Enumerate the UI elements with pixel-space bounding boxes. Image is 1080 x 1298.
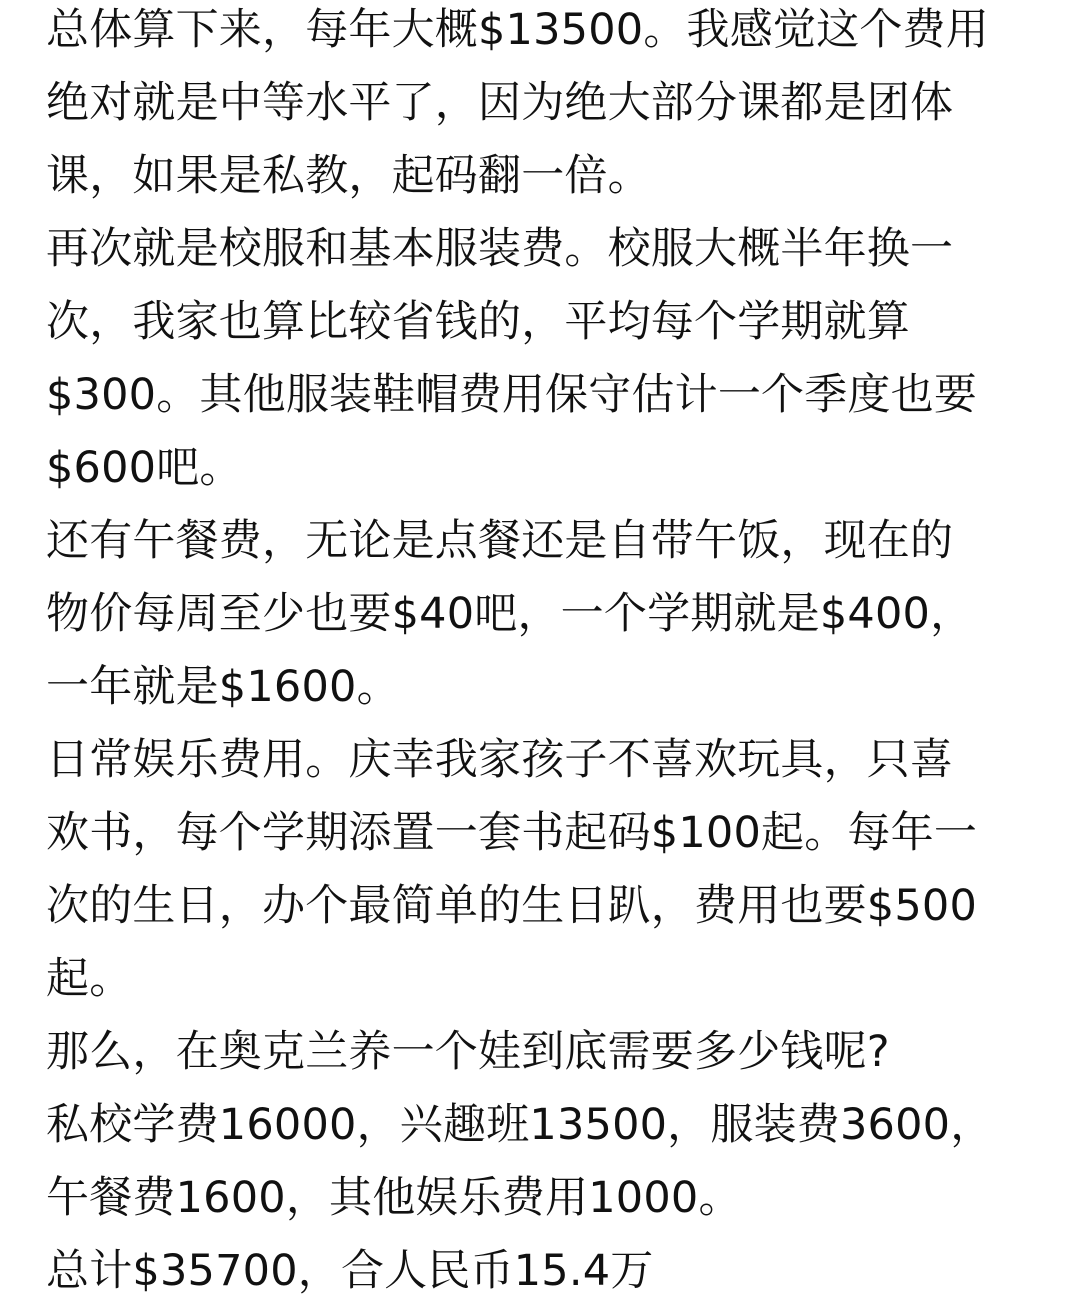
text-line: 总计$35700，合人民币15.4万 bbox=[46, 1246, 654, 1296]
text-line: 次的生日，办个最简单的生日趴，费用也要$500 bbox=[46, 881, 978, 931]
text-line: 起。 bbox=[46, 954, 133, 1004]
text-line: 一年就是$1600。 bbox=[46, 662, 400, 712]
text-line: $600吧。 bbox=[46, 443, 243, 493]
text-line: 物价每周至少也要$40吧，一个学期就是$400， bbox=[46, 589, 974, 639]
text-line: 私校学费16000，兴趣班13500，服装费3600， bbox=[46, 1100, 994, 1150]
text-line: 还有午餐费，无论是点餐还是自带午饭，现在的 bbox=[46, 516, 954, 566]
text-line: 再次就是校服和基本服装费。校服大概半年换一 bbox=[46, 224, 954, 274]
text-line: 日常娱乐费用。庆幸我家孩子不喜欢玩具，只喜 bbox=[46, 735, 954, 785]
text-line: $300。其他服装鞋帽费用保守估计一个季度也要 bbox=[46, 370, 978, 420]
text-line: 绝对就是中等水平了，因为绝大部分课都是团体 bbox=[46, 78, 954, 128]
text-line: 次，我家也算比较省钱的，平均每个学期就算 bbox=[46, 297, 910, 347]
text-line: 课，如果是私教，起码翻一倍。 bbox=[46, 151, 651, 201]
text-line: 总体算下来，每年大概$13500。我感觉这个费用 bbox=[46, 5, 989, 55]
text-line: 那么，在奥克兰养一个娃到底需要多少钱呢? bbox=[46, 1027, 890, 1077]
text-line: 欢书，每个学期添置一套书起码$100起。每年一 bbox=[46, 808, 978, 858]
text-line: 午餐费1600，其他娱乐费用1000。 bbox=[46, 1173, 742, 1223]
article-text bbox=[46, 0, 1060, 1298]
